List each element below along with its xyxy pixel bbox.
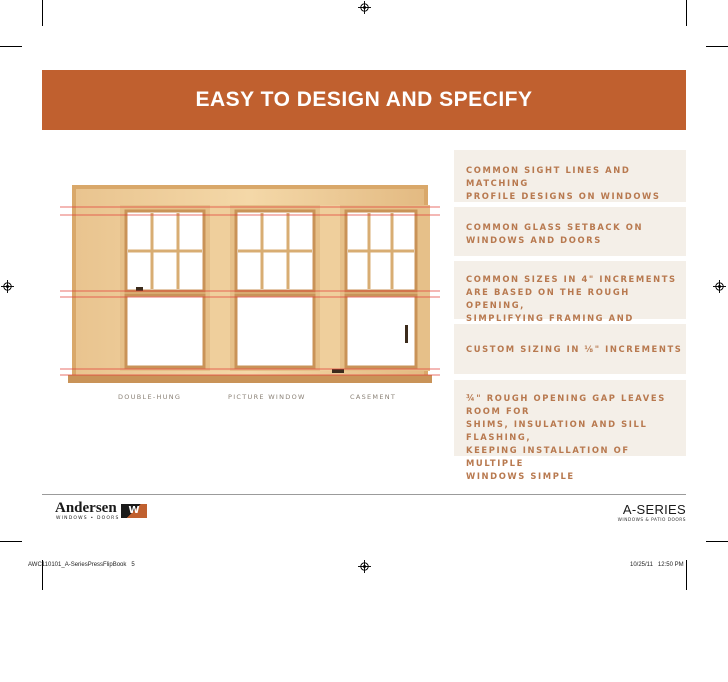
logo-mark-icon [121, 504, 147, 518]
andersen-logo [55, 500, 150, 522]
feature-text: ¾" ROUGH OPENING GAP LEAVES ROOM FOR SHIMS, INSULATION AND SILL FLASHING, KEEPING INSTALLATION OF MULTIPLE WINDOWS SIMPLE [466, 393, 666, 481]
series-subtitle: WINDOWS & PATIO DOORS [617, 518, 686, 523]
window-label-double-hung: DOUBLE-HUNG [118, 393, 182, 401]
footer-divider [42, 494, 686, 495]
crop-mark [706, 46, 728, 47]
crop-mark [686, 0, 687, 26]
feature-text: CUSTOM SIZING IN ⅛" INCREMENTS [466, 344, 683, 354]
window-illustration [60, 183, 440, 393]
double-hung-unit [120, 205, 210, 371]
logo-mark-letter: W [128, 505, 140, 516]
crop-mark [42, 0, 43, 26]
feature-panel [454, 380, 686, 481]
feature-text: COMMON SIZES IN 4" INCREMENTS ARE BASED ON THE ROUGH OPENING, SIMPLIFYING FRAMING AND [466, 274, 677, 323]
feature-panel [454, 261, 686, 323]
crop-mark [0, 541, 22, 542]
registration-mark-icon [713, 280, 726, 293]
feature-panel [454, 207, 686, 256]
registration-mark-icon [358, 1, 371, 14]
window-label-casement: CASEMENT [350, 393, 397, 401]
feature-text: COMMON GLASS SETBACK ON WINDOWS AND DOORS [466, 222, 644, 245]
crop-mark [706, 541, 728, 542]
feature-panel [454, 324, 686, 374]
feature-text: COMMON SIGHT LINES AND MATCHING PROFILE DESIGNS ON WINDOWS [466, 165, 661, 201]
a-series-logo [590, 503, 686, 525]
title-banner [42, 70, 686, 130]
feature-panel [454, 150, 686, 202]
file-slug: AWC110101_A-SeriesPressFlipBook 5 [28, 562, 135, 568]
picture-window-unit [230, 205, 320, 371]
crop-mark [686, 560, 687, 590]
casement-unit [332, 205, 430, 373]
page-title: EASY TO DESIGN AND SPECIFY [195, 88, 533, 111]
print-timestamp: 10/25/11 12:50 PM [630, 562, 684, 568]
logo-brand: Andersen [55, 500, 117, 516]
registration-mark-icon [1, 280, 14, 293]
crop-mark [0, 46, 22, 47]
series-title: A-SERIES [622, 502, 686, 517]
window-label-picture-window: PICTURE WINDOW [228, 393, 306, 401]
logo-subtitle: WINDOWS • DOORS [56, 516, 120, 521]
registration-mark-icon [358, 560, 371, 573]
